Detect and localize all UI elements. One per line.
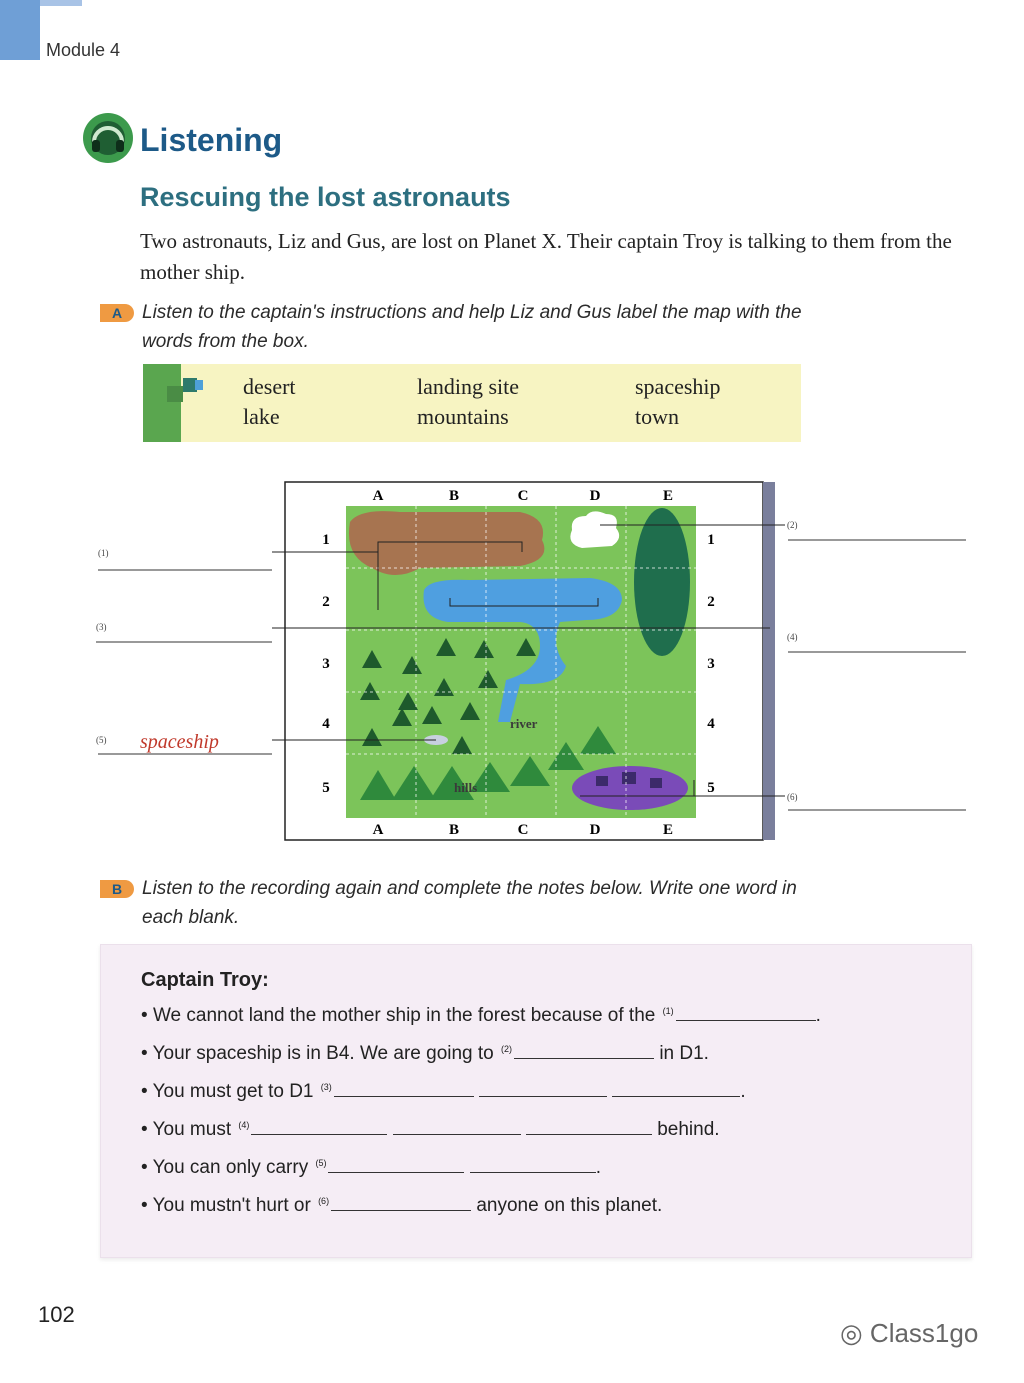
task-a-line-2: words from the box.: [142, 331, 309, 352]
subtitle: Rescuing the lost astronauts: [140, 182, 511, 212]
wechat-icon: ◎: [840, 1318, 863, 1348]
word-spaceship: spaceship: [635, 374, 721, 399]
note-text-after: in D1.: [659, 1043, 709, 1064]
callout-number: (3): [96, 622, 107, 632]
row-label: 3: [322, 656, 330, 672]
col-label-bottom: B: [448, 822, 460, 838]
row-label: 2: [322, 594, 330, 610]
note-bullet: • You must get to D1 $^{(3)}$ .: [141, 1081, 746, 1102]
note-text: You can only carry: [152, 1157, 309, 1178]
word-lake: lake: [243, 404, 280, 429]
answer-blank[interactable]: [514, 1044, 654, 1059]
puzzle-icon: [165, 376, 205, 410]
module-label: Module 4: [46, 40, 121, 60]
col-label: A: [372, 488, 384, 504]
hills-label: hills: [454, 780, 478, 795]
notes-box: [100, 944, 972, 1258]
note-text-after: behind.: [657, 1119, 720, 1140]
col-label: B: [448, 488, 460, 504]
callout-number: (5): [96, 735, 107, 745]
task-b-line-1: Listen to the recording again and complete the notes below. Write one word in: [142, 878, 797, 899]
note-text: You must get to D1: [152, 1081, 314, 1102]
row-label-right: 5: [707, 780, 715, 796]
row-label-right: 2: [707, 594, 715, 610]
corner-decoration-strip: [40, 0, 82, 6]
callout-number: (2): [787, 520, 798, 530]
task-a-badge: A: [100, 304, 134, 322]
callout-number: (6): [787, 792, 798, 802]
col-label: E: [662, 488, 674, 504]
note-text-after: .: [815, 1005, 821, 1026]
notes-title: Captain Troy:: [141, 969, 269, 991]
note-text-after: .: [595, 1157, 602, 1178]
map-scrollbar: [763, 482, 775, 840]
col-label-bottom: A: [372, 822, 384, 838]
blank-number: (4): [238, 1119, 250, 1130]
col-label-bottom: E: [662, 822, 674, 838]
mountain-range: [634, 508, 690, 656]
row-label: 4: [322, 716, 330, 732]
blank-number: (5): [315, 1157, 327, 1168]
task-b-instruction: [142, 874, 942, 932]
planet-map: [0, 470, 1024, 850]
row-label: 1: [322, 532, 330, 548]
blank-number: (1): [662, 1005, 674, 1016]
task-a-instruction: [142, 298, 942, 356]
task-b-badge: B: [100, 880, 134, 898]
row-label-right: 3: [707, 656, 715, 672]
note-bullet: • You mustn't hurt or $^{(6)}$ anyone on this planet.: [141, 1195, 663, 1216]
row-label-right: 1: [707, 532, 715, 548]
col-label-bottom: C: [517, 822, 529, 838]
note-text: You mustn't hurt or: [152, 1195, 311, 1216]
row-label-right: 4: [707, 716, 715, 732]
answer-blank[interactable]: [676, 1006, 816, 1021]
blank-number: (3): [320, 1081, 332, 1092]
corner-decoration: [0, 0, 40, 60]
note-bullet: • You can only carry $^{(5)}$ .: [141, 1157, 602, 1178]
note-bullet: • You must $^{(4)}$ behind.: [141, 1119, 720, 1140]
note-text: Your spaceship is in B4. We are going to: [152, 1043, 494, 1064]
word-landing-site: landing site: [417, 374, 520, 399]
answer-spaceship: spaceship: [140, 731, 219, 753]
col-label: C: [517, 488, 529, 504]
answer-blank[interactable]: [331, 1196, 471, 1211]
col-label-bottom: D: [589, 822, 601, 838]
answer-blank[interactable]: [393, 1120, 521, 1135]
row-label: 5: [322, 780, 330, 796]
callout-number: (1): [98, 548, 109, 558]
blank-number: (2): [501, 1043, 513, 1054]
page-number: 102: [38, 1302, 75, 1327]
note-text: We cannot land the mother ship in the forest because of the: [152, 1005, 656, 1026]
note-text: You must: [152, 1119, 232, 1140]
answer-blank[interactable]: [334, 1082, 474, 1097]
task-a-line-1: Listen to the captain's instructions and help Liz and Gus label the map with the: [142, 302, 802, 323]
note-text-after: anyone on this planet.: [476, 1195, 663, 1216]
word-town: town: [635, 404, 679, 429]
answer-blank[interactable]: [612, 1082, 740, 1097]
headphones-icon: [82, 112, 134, 164]
note-bullet: • Your spaceship is in B4. We are going to $^{(2)}$ in D1.: [141, 1043, 709, 1064]
intro-text: Two astronauts, Liz and Gus, are lost on Planet X. Their captain Troy is talking to them from the mother ship.: [140, 229, 952, 284]
word-mountains: mountains: [417, 404, 509, 429]
answer-blank[interactable]: [251, 1120, 387, 1135]
answer-blank[interactable]: [328, 1158, 464, 1173]
word-desert: desert: [243, 374, 296, 399]
river-label: river: [510, 716, 538, 731]
word-box: [143, 364, 801, 442]
blank-number: (6): [318, 1195, 330, 1206]
note-bullet: • We cannot land the mother ship in the forest because of the $^{(1)}$ .: [141, 1005, 821, 1026]
note-text-after: .: [740, 1081, 746, 1102]
watermark-text: Class1go: [869, 1318, 979, 1348]
answer-blank[interactable]: [526, 1120, 652, 1135]
task-b-line-2: each blank.: [142, 907, 240, 928]
callout-number: (4): [787, 632, 798, 642]
col-label: D: [589, 488, 601, 504]
answer-blank[interactable]: [470, 1158, 596, 1173]
watermark: [840, 1318, 978, 1349]
answer-blank[interactable]: [479, 1082, 607, 1097]
section-title: Listening: [140, 122, 283, 158]
